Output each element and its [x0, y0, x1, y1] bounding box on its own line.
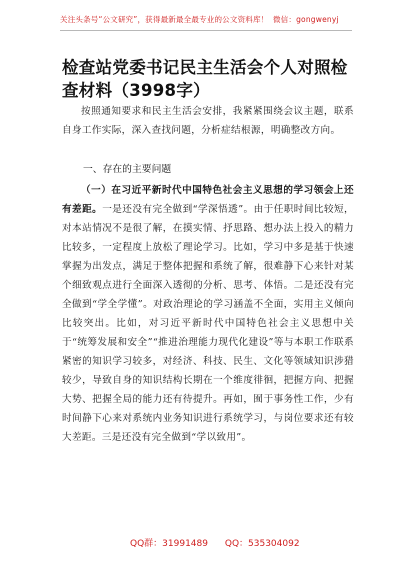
document-title: 检查站党委书记民主生活会个人对照检查材料（3998字）: [62, 58, 348, 100]
footer-qq-group: QQ群：31991489: [130, 539, 208, 549]
intro-paragraph: 按照通知要求和民主生活会安排，我紧紧围绕会议主题，联系自身工作实际，深入查找问题，分析症结根源，明确整改方向。: [62, 106, 354, 136]
section-heading: 一、存在的主要问题: [83, 164, 172, 175]
paragraph-body-text: 一是还没有完全做到“学深悟透”。由于任职时间比较短，对本站情况不是很了解，在摸实情、抒思路、想办法上投入的精力比较多，一定程度上放松了理论学习。比如，学习中多是基于快速掌握为出发点，满足于整体把握和系统了解，很难静下心来针对某个细致观点进行全面深入透彻的分析、思考、体悟。二是还没有完全做到“学全学懂”。对政治理论的学习涵盖不全面，实用主义倾向比较突出。比如，对习近平新时代中国特色社会主义思想中关于“统筹发展和安全”“推进治理能力现代化建设”等与本职工作联系紧密的知识学习较多，对经济、科技、民生、文化等领域知识涉猎较少，导致自身的知识结构长期在一个维度徘徊，把握方向、把握大势、把握全局的能力还有待提升。再如，囿于事务性工作，少有时间静下心来对系统内业务知识进行系统学习，与岗位要求还有较大差距。三是还没有完全做到“学以致用”。: [62, 204, 354, 443]
header-divider: [60, 30, 352, 31]
footer-contacts: [130, 536, 310, 550]
header-banner: [60, 14, 360, 28]
header-wechat-text: 微信：gongwenyj: [272, 15, 339, 24]
paragraph-lead-heading: （一）在习近平新时代中国特色社会主义思想的学习领会上还有差距。: [62, 185, 354, 215]
body-paragraph: [62, 181, 354, 447]
footer-qq: QQ：535304092: [224, 539, 300, 549]
header-banner-text: 关注头条号“公文研究”，获得最新最全最专业的公文资料库！: [60, 15, 269, 24]
